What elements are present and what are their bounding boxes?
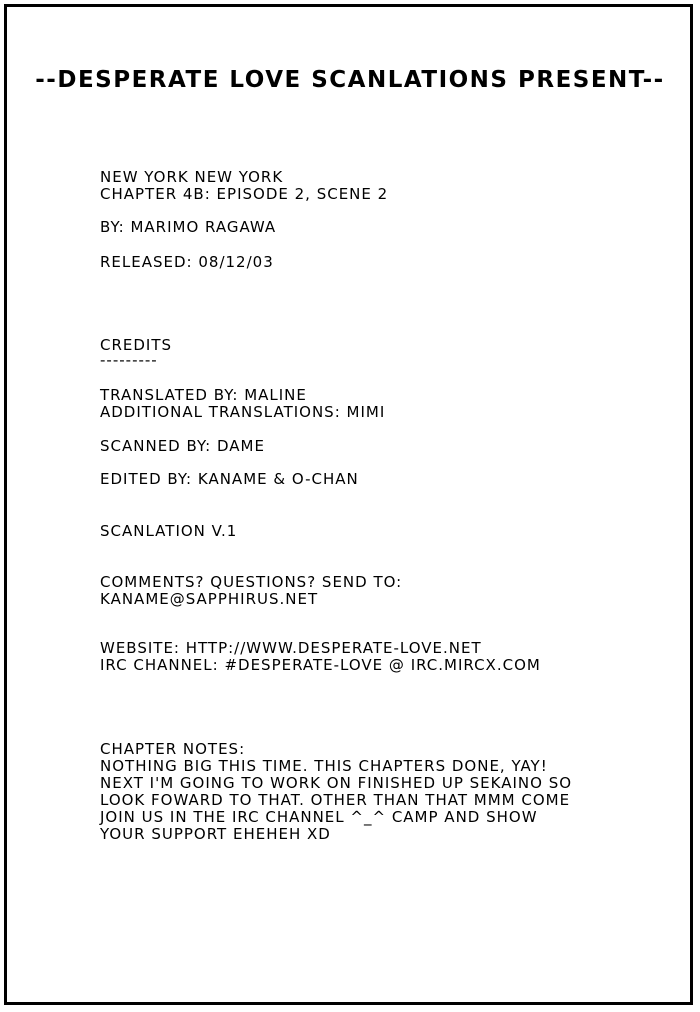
comments-line: COMMENTS? QUESTIONS? SEND TO: [100,573,403,591]
version-line: SCANLATION V.1 [100,522,238,540]
release-date: RELEASED: 08/12/03 [100,253,274,271]
series-title: NEW YORK NEW YORK [100,168,284,186]
translator-line: TRANSLATED BY: MALINE [100,386,307,404]
email-address: KANAME@SAPPHIRUS.NET [100,590,319,608]
notes-line: NOTHING BIG THIS TIME. THIS CHAPTERS DONE, YAY! [100,757,548,775]
notes-line: YOUR SUPPORT EHEHEH XD [100,825,331,843]
website-line: WEBSITE: HTTP://WWW.DESPERATE-LOVE.NET [100,639,482,657]
credits-heading: CREDITS [100,336,173,354]
editor-line: EDITED BY: KANAME & O-CHAN [100,470,359,488]
notes-line: NEXT I'M GOING TO WORK ON FINISHED UP SEKAINO SO [100,774,573,792]
notes-line: JOIN US IN THE IRC CHANNEL ^_^ CAMP AND SHOW [100,808,538,826]
page-title: --DESPERATE LOVE SCANLATIONS PRESENT-- [35,67,665,93]
notes-line: LOOK FOWARD TO THAT. OTHER THAN THAT MMM COME [100,791,571,809]
chapter-info: CHAPTER 4B: EPISODE 2, SCENE 2 [100,185,389,203]
scanner-line: SCANNED BY: DAME [100,437,265,455]
author-line: BY: MARIMO RAGAWA [100,218,277,236]
additional-translator-line: ADDITIONAL TRANSLATIONS: MIMI [100,403,386,421]
irc-channel-line: IRC CHANNEL: #DESPERATE-LOVE @ IRC.MIRCX.COM [100,656,541,674]
page-border [4,4,693,1005]
notes-heading: CHAPTER NOTES: [100,740,246,758]
credits-divider: --------- [100,351,158,369]
